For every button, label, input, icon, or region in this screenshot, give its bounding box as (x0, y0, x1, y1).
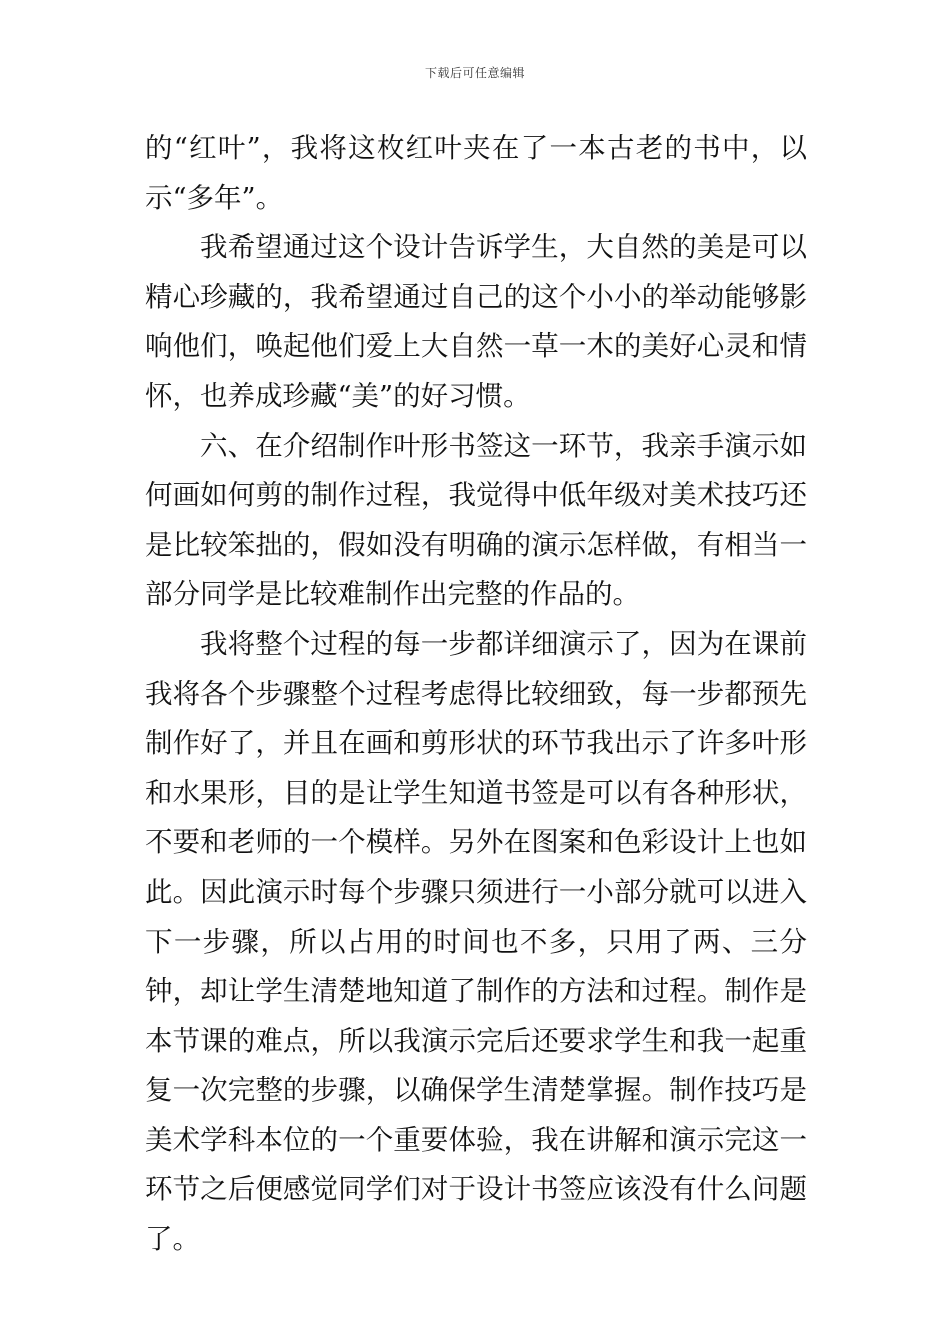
paragraph-process-detail: 我将整个过程的每一步都详细演示了，因为在课前我将各个步骤整个过程考虑得比较细致，每一步都预先制作好了，并且在画和剪形状的环节我出示了许多叶形和水果形，目的是让学生知道书签是可以有各种形状，不要和老师的一个模样。另外在图案和色彩设计上也如此。因此演示时每个步骤只须进行一小部分就可以进入下一步骤，所以占用的时间也不多，只用了两、三分钟，却让学生清楚地知道了制作的方法和过程。制作是本节课的难点，所以我演示完后还要求学生和我一起重复一次完整的步骤，以确保学生清楚掌握。制作技巧是美术学科本位的一个重要体验，我在讲解和演示完这一环节之后便感觉同学们对于设计书签应该没有什么问题了。 (145, 627, 807, 1256)
page-header: 下载后可任意编辑 (424, 66, 525, 80)
paragraph-demonstration: 六、在介绍制作叶形书签这一环节，我亲手演示如何画如何剪的制作过程，我觉得中低年级对美术技巧还是比较笨拙的，假如没有明确的演示怎样做，有相当一部分同学是比较难制作出完整的作品的。 (145, 429, 807, 611)
document-body (145, 124, 807, 1265)
paragraph-design-intent: 我希望通过这个设计告诉学生，大自然的美是可以精心珍藏的，我希望通过自己的这个小小的举动能够影响他们，唤起他们爱上大自然一草一木的美好心灵和情怀，也养成珍藏“美”的好习惯。 (145, 231, 807, 412)
paragraph-continuation: 的“红叶”，我将这枚红叶夹在了一本古老的书中，以示“多年”。 (145, 132, 807, 214)
